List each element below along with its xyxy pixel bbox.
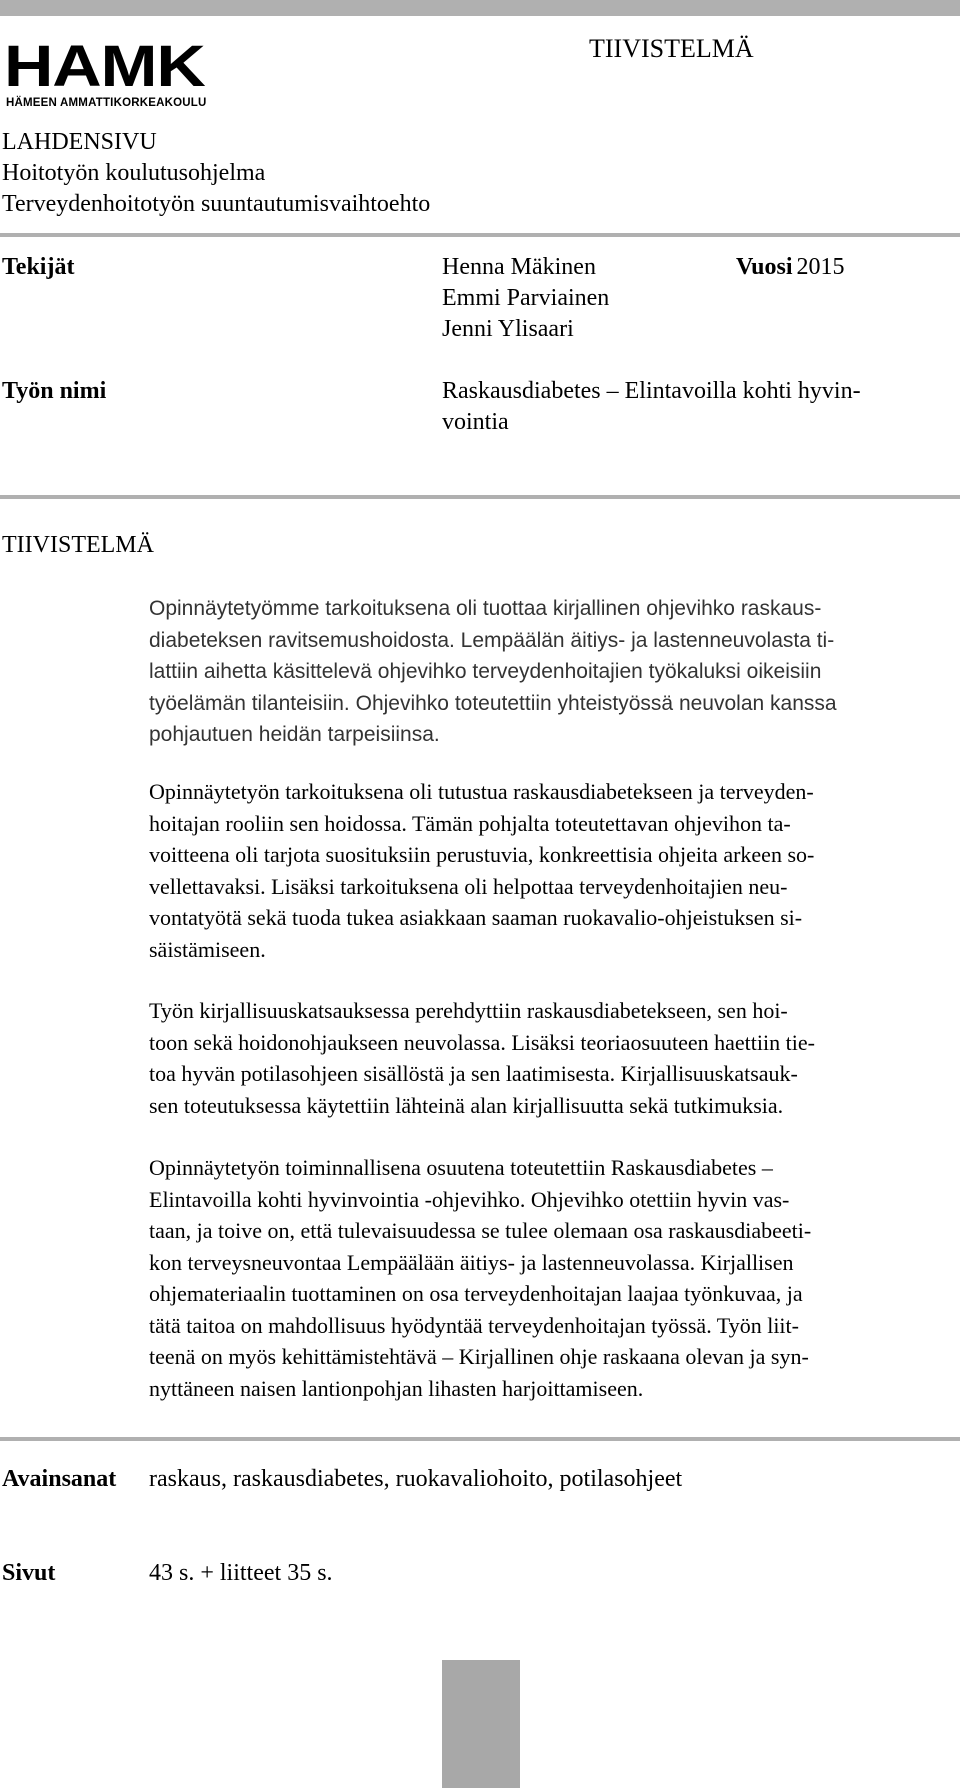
- work-title-line: Raskausdiabetes – Elintavoilla kohti hyvin-: [442, 378, 861, 404]
- authors-label: Tekijät: [2, 254, 75, 280]
- work-title-label: Työn nimi: [2, 378, 107, 404]
- abstract-paragraph: Opinnäytetyön toiminnallisena osuutena toteutettiin Raskausdiabetes – Elintavoilla kohti hyvinvointia -ohjevihko. Ohjevihko otettiin hyvin vas- taan, ja toive on, että tulevaisuudessa se tulee olemaan osa raskausdiabeeti- kon terveysneuvontaa Lempäälään äitiys- ja lastenneuvolassa. Kirjallisen ohjemateriaalin tuottaminen on osa terveydenhoitajan laajaa työnkuvaa, ja tätä taitoa on mahdollisuus hyödyntää terveydenhoitajan työssä. Työn liit- teenä on myös kehittämistehtävä – Kirjallinen ohje raskaana olevan ja syn- nyttäneen naisen lantionpohjan lihasten harjoittamiseen.: [149, 1155, 812, 1401]
- authors-list: [442, 252, 609, 345]
- year-value: 2015: [796, 254, 845, 280]
- pages-value: 43 s. + liitteet 35 s.: [149, 1560, 333, 1586]
- page-footer-tab: [442, 1660, 520, 1788]
- hamk-logo: [4, 34, 240, 109]
- logo-subtext: HÄMEEN AMMATTIKORKEAKOULU: [6, 97, 207, 109]
- divider-rule: [0, 1437, 960, 1441]
- year-field: [736, 252, 844, 283]
- document-type: TIIVISTELMÄ: [589, 34, 754, 63]
- abstract-heading: TIIVISTELMÄ: [2, 532, 154, 558]
- page-label-line: LAHDENSIVU: [2, 129, 157, 155]
- abstract-paragraph: Työn kirjallisuuskatsauksessa perehdyttiin raskausdiabetekseen, sen hoi- toon sekä hoidonohjaukseen neuvolassa. Lisäksi teoriaosuuteen haettiin tie- toa hyvän potilasohjeen sisällöstä ja sen laatimisesta. Kirjallisuuskatsauk- sen toteutuksessa käytettiin lähteinä alan kirjallisuutta sekä tutkimuksia.: [149, 998, 815, 1118]
- author-name: Jenni Ylisaari: [442, 316, 574, 342]
- author-name: Henna Mäkinen: [442, 254, 596, 280]
- abstract-paragraph: Opinnäytetyön tarkoituksena oli tutustua raskausdiabetekseen ja terveyden- hoitajan rooliin sen hoidossa. Tämän pohjalta toteutettavan ohjevihon ta- voitteena oli tarjota suosituksiin perustuvia, konkreettisia ohjeita arkeen so- vellettavaksi. Lisäksi tarkoituksena oli helpottaa terveydenhoitajien neu- vontatyötä sekä tuoda tukea asiakkaan saaman ruokavalio-ohjeistuksen si- säistämiseen.: [149, 779, 815, 962]
- page-label-line: Terveydenhoitotyön suuntautumisvaihtoehto: [2, 191, 431, 217]
- year-label: Vuosi: [736, 254, 793, 280]
- keywords-label: Avainsanat: [2, 1466, 117, 1492]
- author-name: Emmi Parviainen: [442, 285, 610, 311]
- top-rule: [0, 0, 960, 16]
- keywords-value: raskaus, raskausdiabetes, ruokavaliohoito, potilasohjeet: [149, 1466, 683, 1492]
- work-title: [442, 376, 861, 438]
- divider-rule: [0, 233, 960, 237]
- logo-text: HAMK: [4, 34, 205, 99]
- page-label: [2, 127, 430, 220]
- work-title-line: vointia: [442, 409, 509, 435]
- page-label-line: Hoitotyön koulutusohjelma: [2, 160, 266, 186]
- pages-label: Sivut: [2, 1560, 56, 1586]
- divider-rule: [0, 495, 960, 499]
- abstract-paragraph: Opinnäytetyömme tarkoituksena oli tuottaa kirjallinen ohjevihko raskaus- diabeteksen ravitsemushoidosta. Lempäälän äitiys- ja lastenneuvolasta ti- lattiin aihetta käsittelevä ohjevihko terveydenhoitajien työkaluksi oikeisiin työelämän tilanteisiin. Ohjevihko toteutettiin yhteistyössä neuvolan kanssa pohjautuen heidän tarpeisiinsa.: [149, 597, 837, 746]
